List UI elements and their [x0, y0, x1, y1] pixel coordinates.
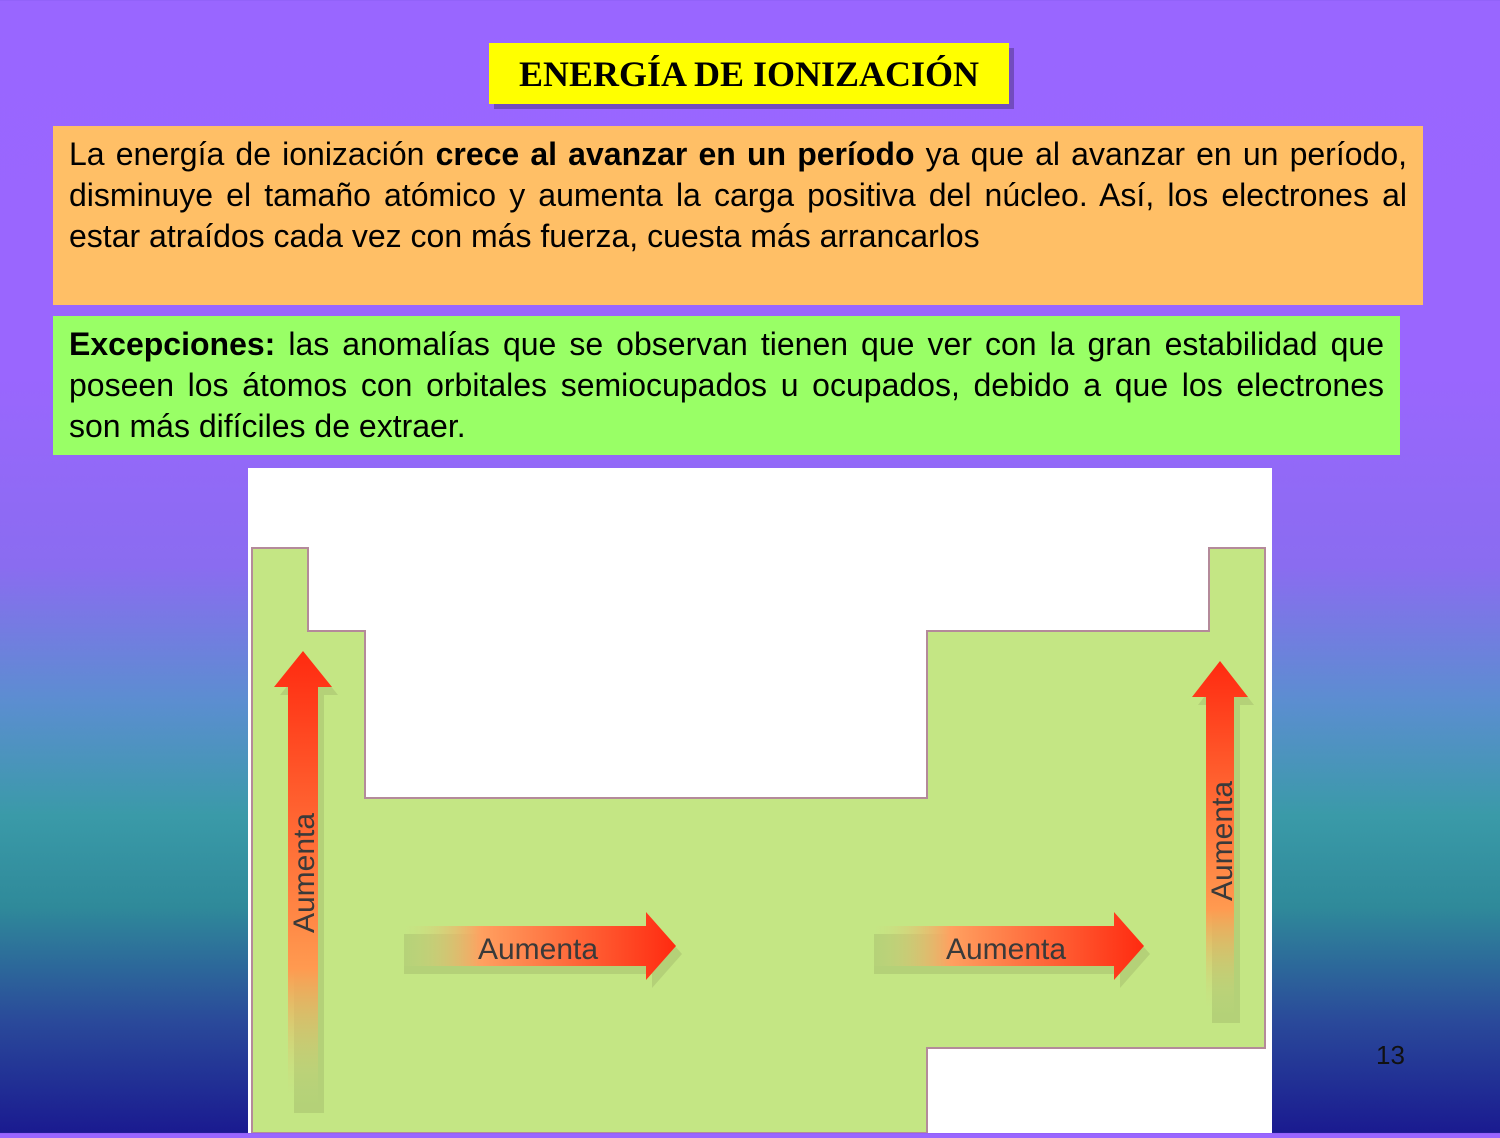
arrow-center-horizontal-label: Aumenta: [477, 933, 599, 966]
slide-title-text: ENERGÍA DE IONIZACIÓN: [518, 53, 980, 94]
arrow-right-vertical-label: Aumenta: [1206, 780, 1239, 902]
slide-title: [489, 43, 1009, 104]
explanation-bold: crece al avanzar en un período: [435, 136, 915, 172]
exceptions-text: [69, 324, 1384, 447]
periodic-table-svg: [248, 465, 1272, 1133]
periodic-table-diagram: [248, 465, 1272, 1133]
ionization-explanation-text: [69, 134, 1407, 257]
page-number: 13: [1376, 1040, 1405, 1070]
explanation-part1: La energía de ionización: [69, 136, 436, 172]
exceptions-heading: Excepciones:: [69, 326, 276, 362]
ionization-explanation-box: [53, 126, 1423, 305]
explanation-part2: ya que al avanzar en un período, disminuye el tamaño atómico y aumenta la carga positiva del núcleo. Así, los electrones al estar atraídos cada vez con más fuerza, cuesta más arrancarlos: [69, 136, 1408, 254]
exceptions-box: [53, 316, 1400, 455]
exceptions-body: las anomalías que se observan tienen que ver con la gran estabilidad que poseen los átomos con orbitales semiocupados u ocupados, debido a que los electrones son más difíciles de extraer.: [69, 326, 1384, 444]
arrow-right-horizontal-label: Aumenta: [945, 933, 1067, 966]
arrow-left-vertical-label: Aumenta: [288, 812, 321, 934]
